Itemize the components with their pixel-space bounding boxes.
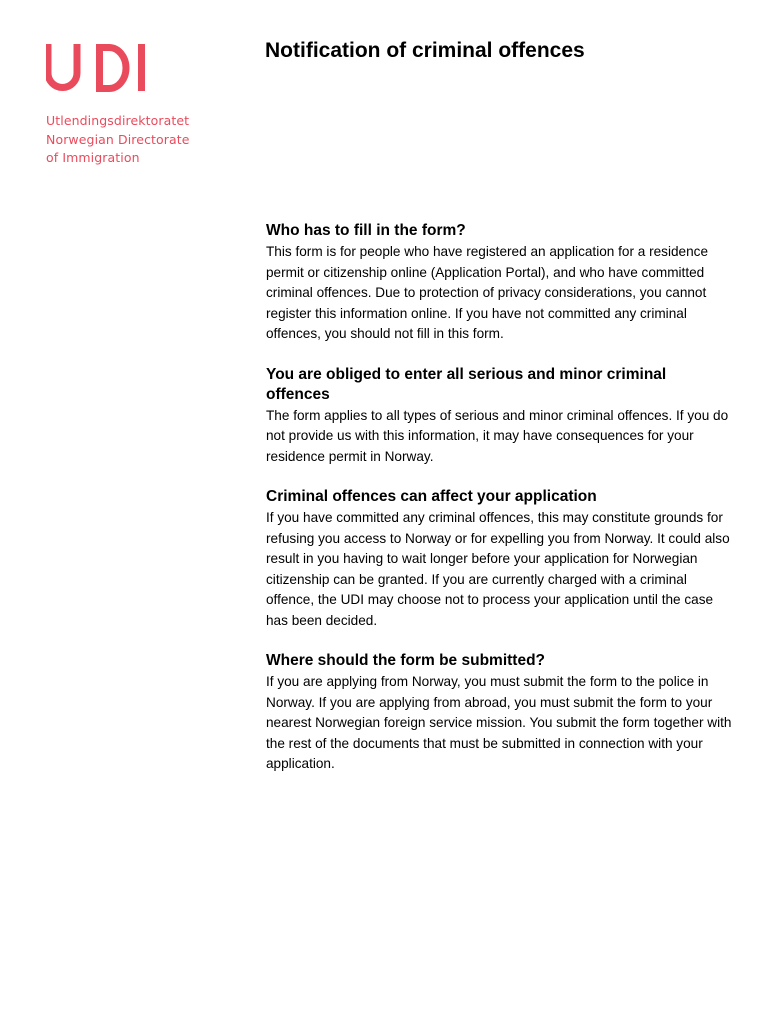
org-name-line-2: Norwegian Directorate [46, 131, 190, 147]
org-name-line-1: Utlendingsdirektoratet [46, 113, 190, 128]
logo-text [46, 42, 47, 43]
section-heading: Where should the form be submitted? [266, 652, 546, 669]
org-name-line-3: of Immigration [46, 150, 140, 165]
organization-name [46, 112, 190, 168]
section-body: If you have committed any criminal offences, this may constitute grounds for refusing you access to Norway or for expelling you from Norway. It could also result in you having to wait longer before your application for Norwegian citizenship can be granted. If you are currently charged with a criminal offence, the UDI may choose not to process your application until the case has been decided. [266, 510, 730, 628]
section-body: The form applies to all types of serious and minor criminal offences. If you do not provide us with this information, it may have consequences for your residence permit in Norway. [266, 407, 729, 464]
section-heading: Who has to fill in the form? [266, 222, 466, 239]
document-title: Notification of criminal offences [265, 39, 585, 62]
section-heading: Criminal offences can affect your application [266, 488, 597, 505]
section-body: If you are applying from Norway, you must submit the form to the police in Norway. If you are applying from abroad, you must submit the form to your nearest Norwegian foreign service mission. You submit the form together with the rest of the documents that must be submitted in connection with your application. [266, 674, 732, 771]
section-body: This form is for people who have registered an application for a residence permit or citizenship online (Application Portal), and who have committed criminal offences. Due to protection of privacy considerations, you cannot register this information online. If you have not committed any criminal offences, you should not fill in this form. [266, 244, 709, 341]
section-obliged-to-enter [266, 365, 732, 468]
udi-logo [46, 42, 156, 94]
section-who-fills-form [266, 221, 732, 345]
udi-logo-mark [46, 42, 156, 94]
section-affect-application [266, 487, 732, 631]
section-where-submit [266, 651, 732, 775]
document-body [266, 221, 732, 795]
section-heading: You are obliged to enter all serious and minor criminal offences [266, 365, 667, 403]
